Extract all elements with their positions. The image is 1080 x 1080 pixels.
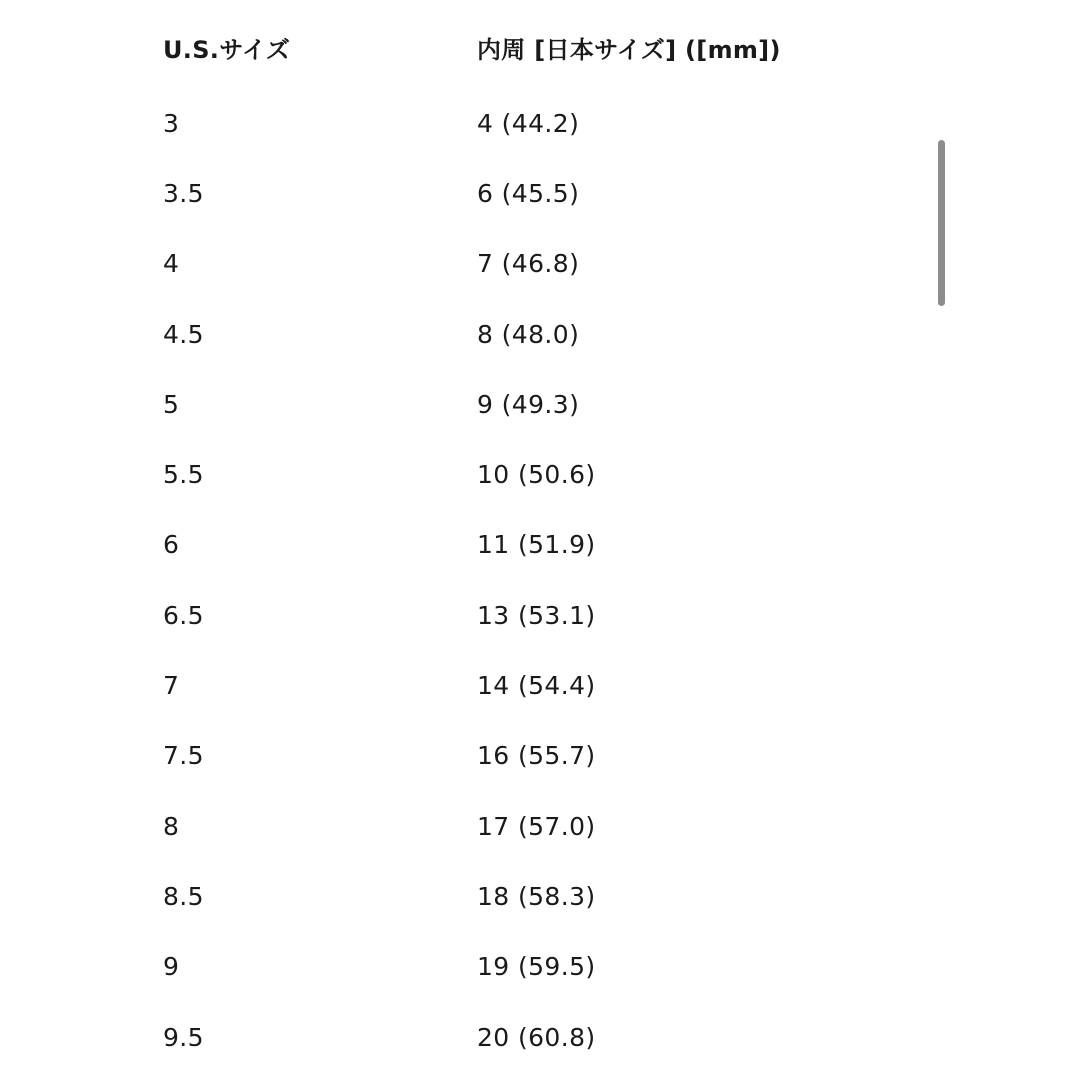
japan-size-cell: 7 (46.8) xyxy=(477,249,580,279)
table-row xyxy=(163,229,923,299)
japan-size-cell: 4 (44.2) xyxy=(477,108,580,138)
table-body xyxy=(163,88,923,1072)
us-size-cell: 8.5 xyxy=(163,881,204,911)
japan-size-cell: 16 (55.7) xyxy=(477,741,596,771)
japan-size-cell: 17 (57.0) xyxy=(477,811,596,841)
table-row xyxy=(163,932,923,1002)
us-size-cell: 7.5 xyxy=(163,741,204,771)
table-row xyxy=(163,861,923,931)
us-size-cell: 5 xyxy=(163,389,180,419)
us-size-cell: 5.5 xyxy=(163,460,204,490)
us-size-cell: 7 xyxy=(163,671,180,701)
japan-size-cell: 13 (53.1) xyxy=(477,600,596,630)
table-row xyxy=(163,791,923,861)
table-row xyxy=(163,1002,923,1072)
japan-size-cell: 9 (49.3) xyxy=(477,389,580,419)
table-row xyxy=(163,721,923,791)
table-row xyxy=(163,580,923,650)
vertical-scrollbar[interactable] xyxy=(938,140,946,306)
table-row xyxy=(163,439,923,509)
table-row xyxy=(163,650,923,720)
us-size-cell: 3.5 xyxy=(163,178,204,208)
japan-size-cell: 11 (51.9) xyxy=(477,530,596,560)
us-size-cell: 3 xyxy=(163,108,180,138)
scrollbar-thumb[interactable] xyxy=(938,140,945,306)
us-size-cell: 6 xyxy=(163,530,180,560)
japan-size-cell: 18 (58.3) xyxy=(477,881,596,911)
ring-size-table xyxy=(163,0,923,1072)
japan-size-cell: 20 (60.8) xyxy=(477,1022,596,1052)
japan-size-cell: 19 (59.5) xyxy=(477,952,596,982)
table-row xyxy=(163,510,923,580)
us-size-cell: 4 xyxy=(163,249,180,279)
table-row xyxy=(163,158,923,228)
header-us-size: U.S.サイズ xyxy=(163,36,291,64)
japan-size-cell: 8 (48.0) xyxy=(477,319,580,349)
japan-size-cell: 6 (45.5) xyxy=(477,178,580,208)
table-header-row xyxy=(163,0,923,88)
us-size-cell: 9 xyxy=(163,952,180,982)
us-size-cell: 9.5 xyxy=(163,1022,204,1052)
header-japan-size: 内周 [日本サイズ] ([mm]) xyxy=(477,36,781,64)
us-size-cell: 8 xyxy=(163,811,180,841)
table-row xyxy=(163,299,923,369)
table-row xyxy=(163,88,923,158)
japan-size-cell: 14 (54.4) xyxy=(477,671,596,701)
table-row xyxy=(163,369,923,439)
us-size-cell: 4.5 xyxy=(163,319,204,349)
us-size-cell: 6.5 xyxy=(163,600,204,630)
japan-size-cell: 10 (50.6) xyxy=(477,460,596,490)
